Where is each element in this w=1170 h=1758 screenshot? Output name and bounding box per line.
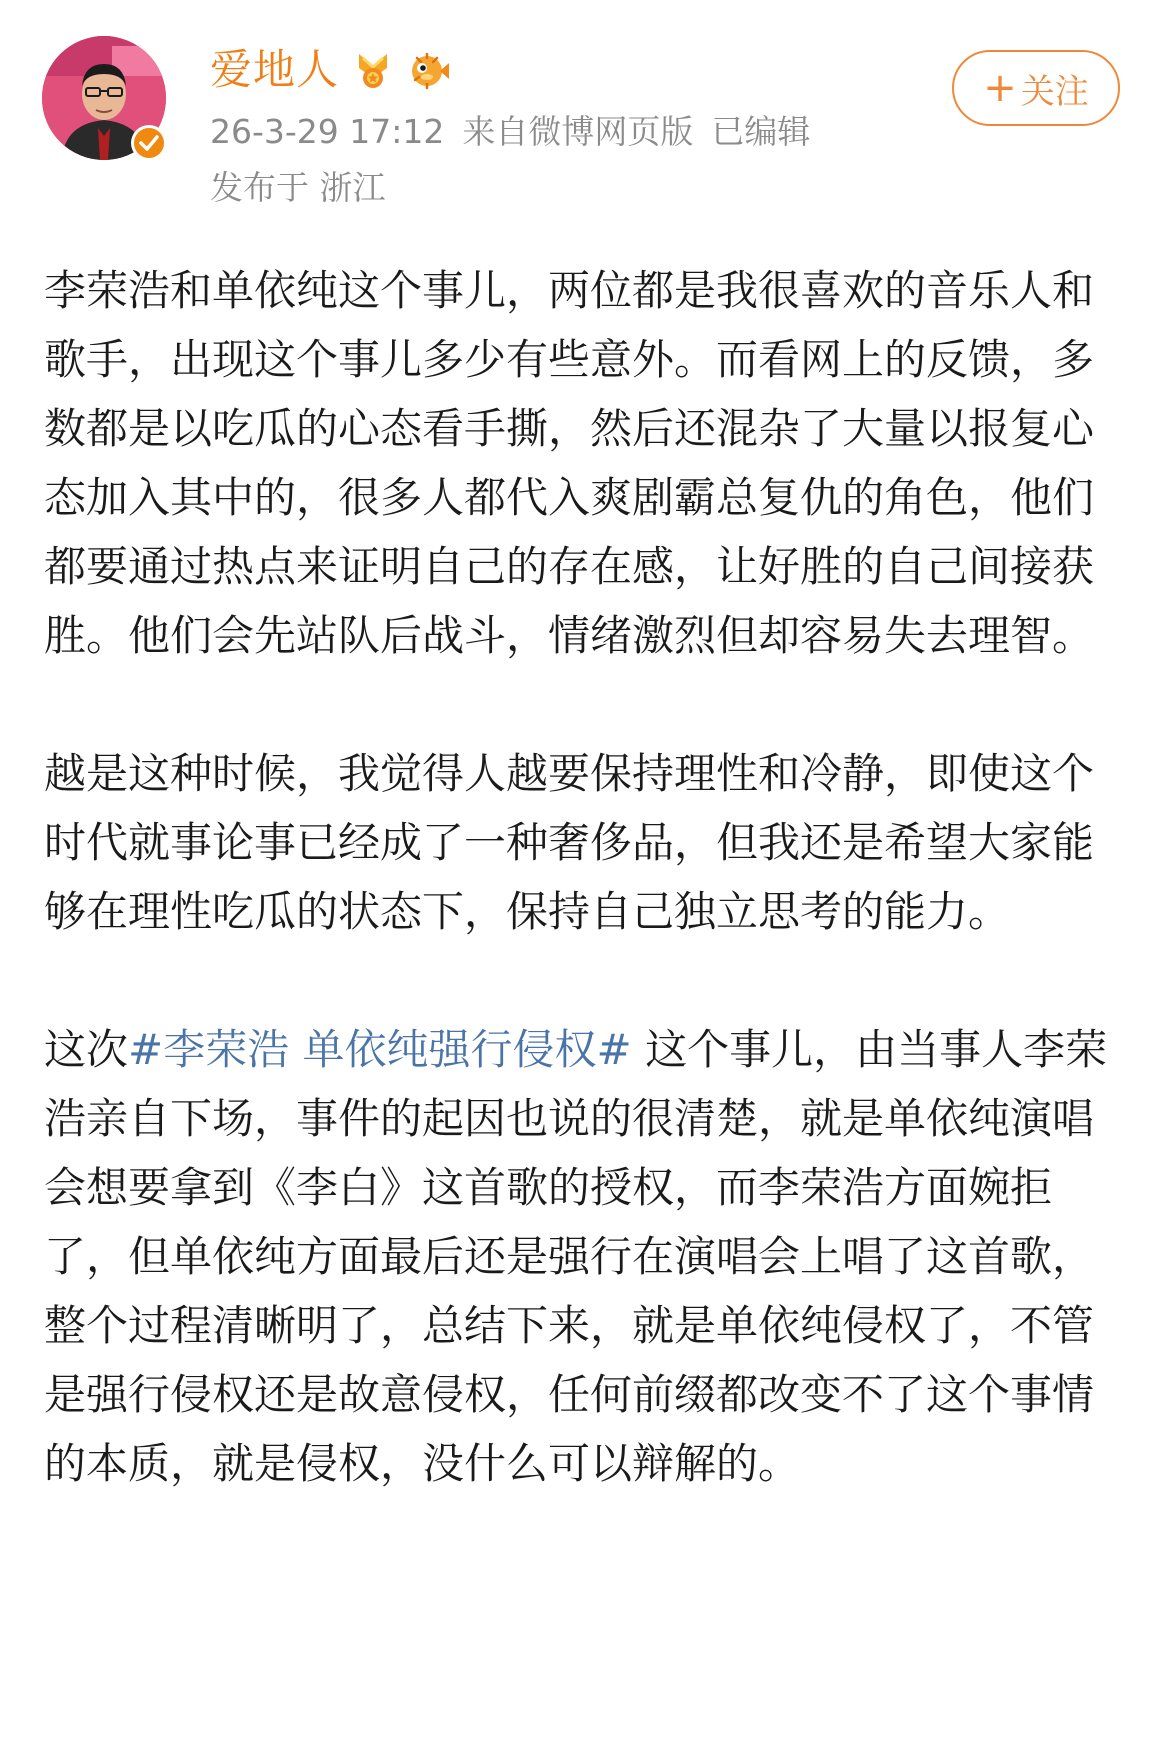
post-paragraph: 越是这种时候，我觉得人越要保持理性和冷静，即使这个时代就事论事已经成了一种奢侈品，但我还是希望大家能够在理性吃瓜的状态下，保持自己独立思考的能力。 [44, 749, 1095, 936]
edited-label[interactable]: 已编辑 [711, 112, 811, 151]
post-paragraph [44, 1015, 1134, 1498]
post-header [0, 0, 1170, 230]
follow-button[interactable] [952, 50, 1120, 126]
medal-badge-icon[interactable] [351, 48, 395, 92]
pufferfish-badge-icon[interactable] [407, 48, 451, 92]
post-source: 来自微博网页版 [462, 112, 694, 151]
author-name[interactable]: 爱地人 [210, 45, 340, 94]
verified-check-icon [130, 124, 168, 162]
hashtag-link[interactable]: #李荣浩 单依纯强行侵权# [128, 1025, 632, 1074]
post-paragraph: 李荣浩和单依纯这个事儿，两位都是我很喜欢的音乐人和歌手，出现这个事儿多少有些意外。而看网上的反馈，多数都是以吃瓜的心态看手撕，然后还混杂了大量以报复心态加入其中的，很多人都代入爽剧霸总复仇的角色，他们都要通过热点来证明自己的存在感，让好胜的自己间接获胜。他们会先站队后战斗，情绪激烈但却容易失去理智。 [44, 266, 1095, 660]
paragraph-prefix: 这次 [44, 1025, 129, 1074]
post-meta [210, 110, 810, 154]
plus-icon: + [983, 65, 1017, 111]
paragraph-suffix: 这个事儿，由当事人李荣浩亲自下场，事件的起因也说的很清楚，就是单依纯演唱会想要拿到《李白》这首歌的授权，而李荣浩方面婉拒了，但单依纯方面最后还是强行在演唱会上唱了这首歌，整个过程清晰明了，总结下来，就是单依纯侵权了，不管是强行侵权还是故意侵权，任何前缀都改变不了这个事情的本质，就是侵权，没什么可以辩解的。 [44, 1025, 1108, 1488]
avatar[interactable] [42, 36, 166, 160]
author-row [210, 40, 451, 100]
post-timestamp[interactable]: 26-3-29 17:12 [210, 112, 445, 151]
post-body [44, 256, 1134, 1498]
post-location: 发布于 浙江 [210, 168, 386, 207]
follow-button-label: 关注 [1020, 71, 1089, 112]
